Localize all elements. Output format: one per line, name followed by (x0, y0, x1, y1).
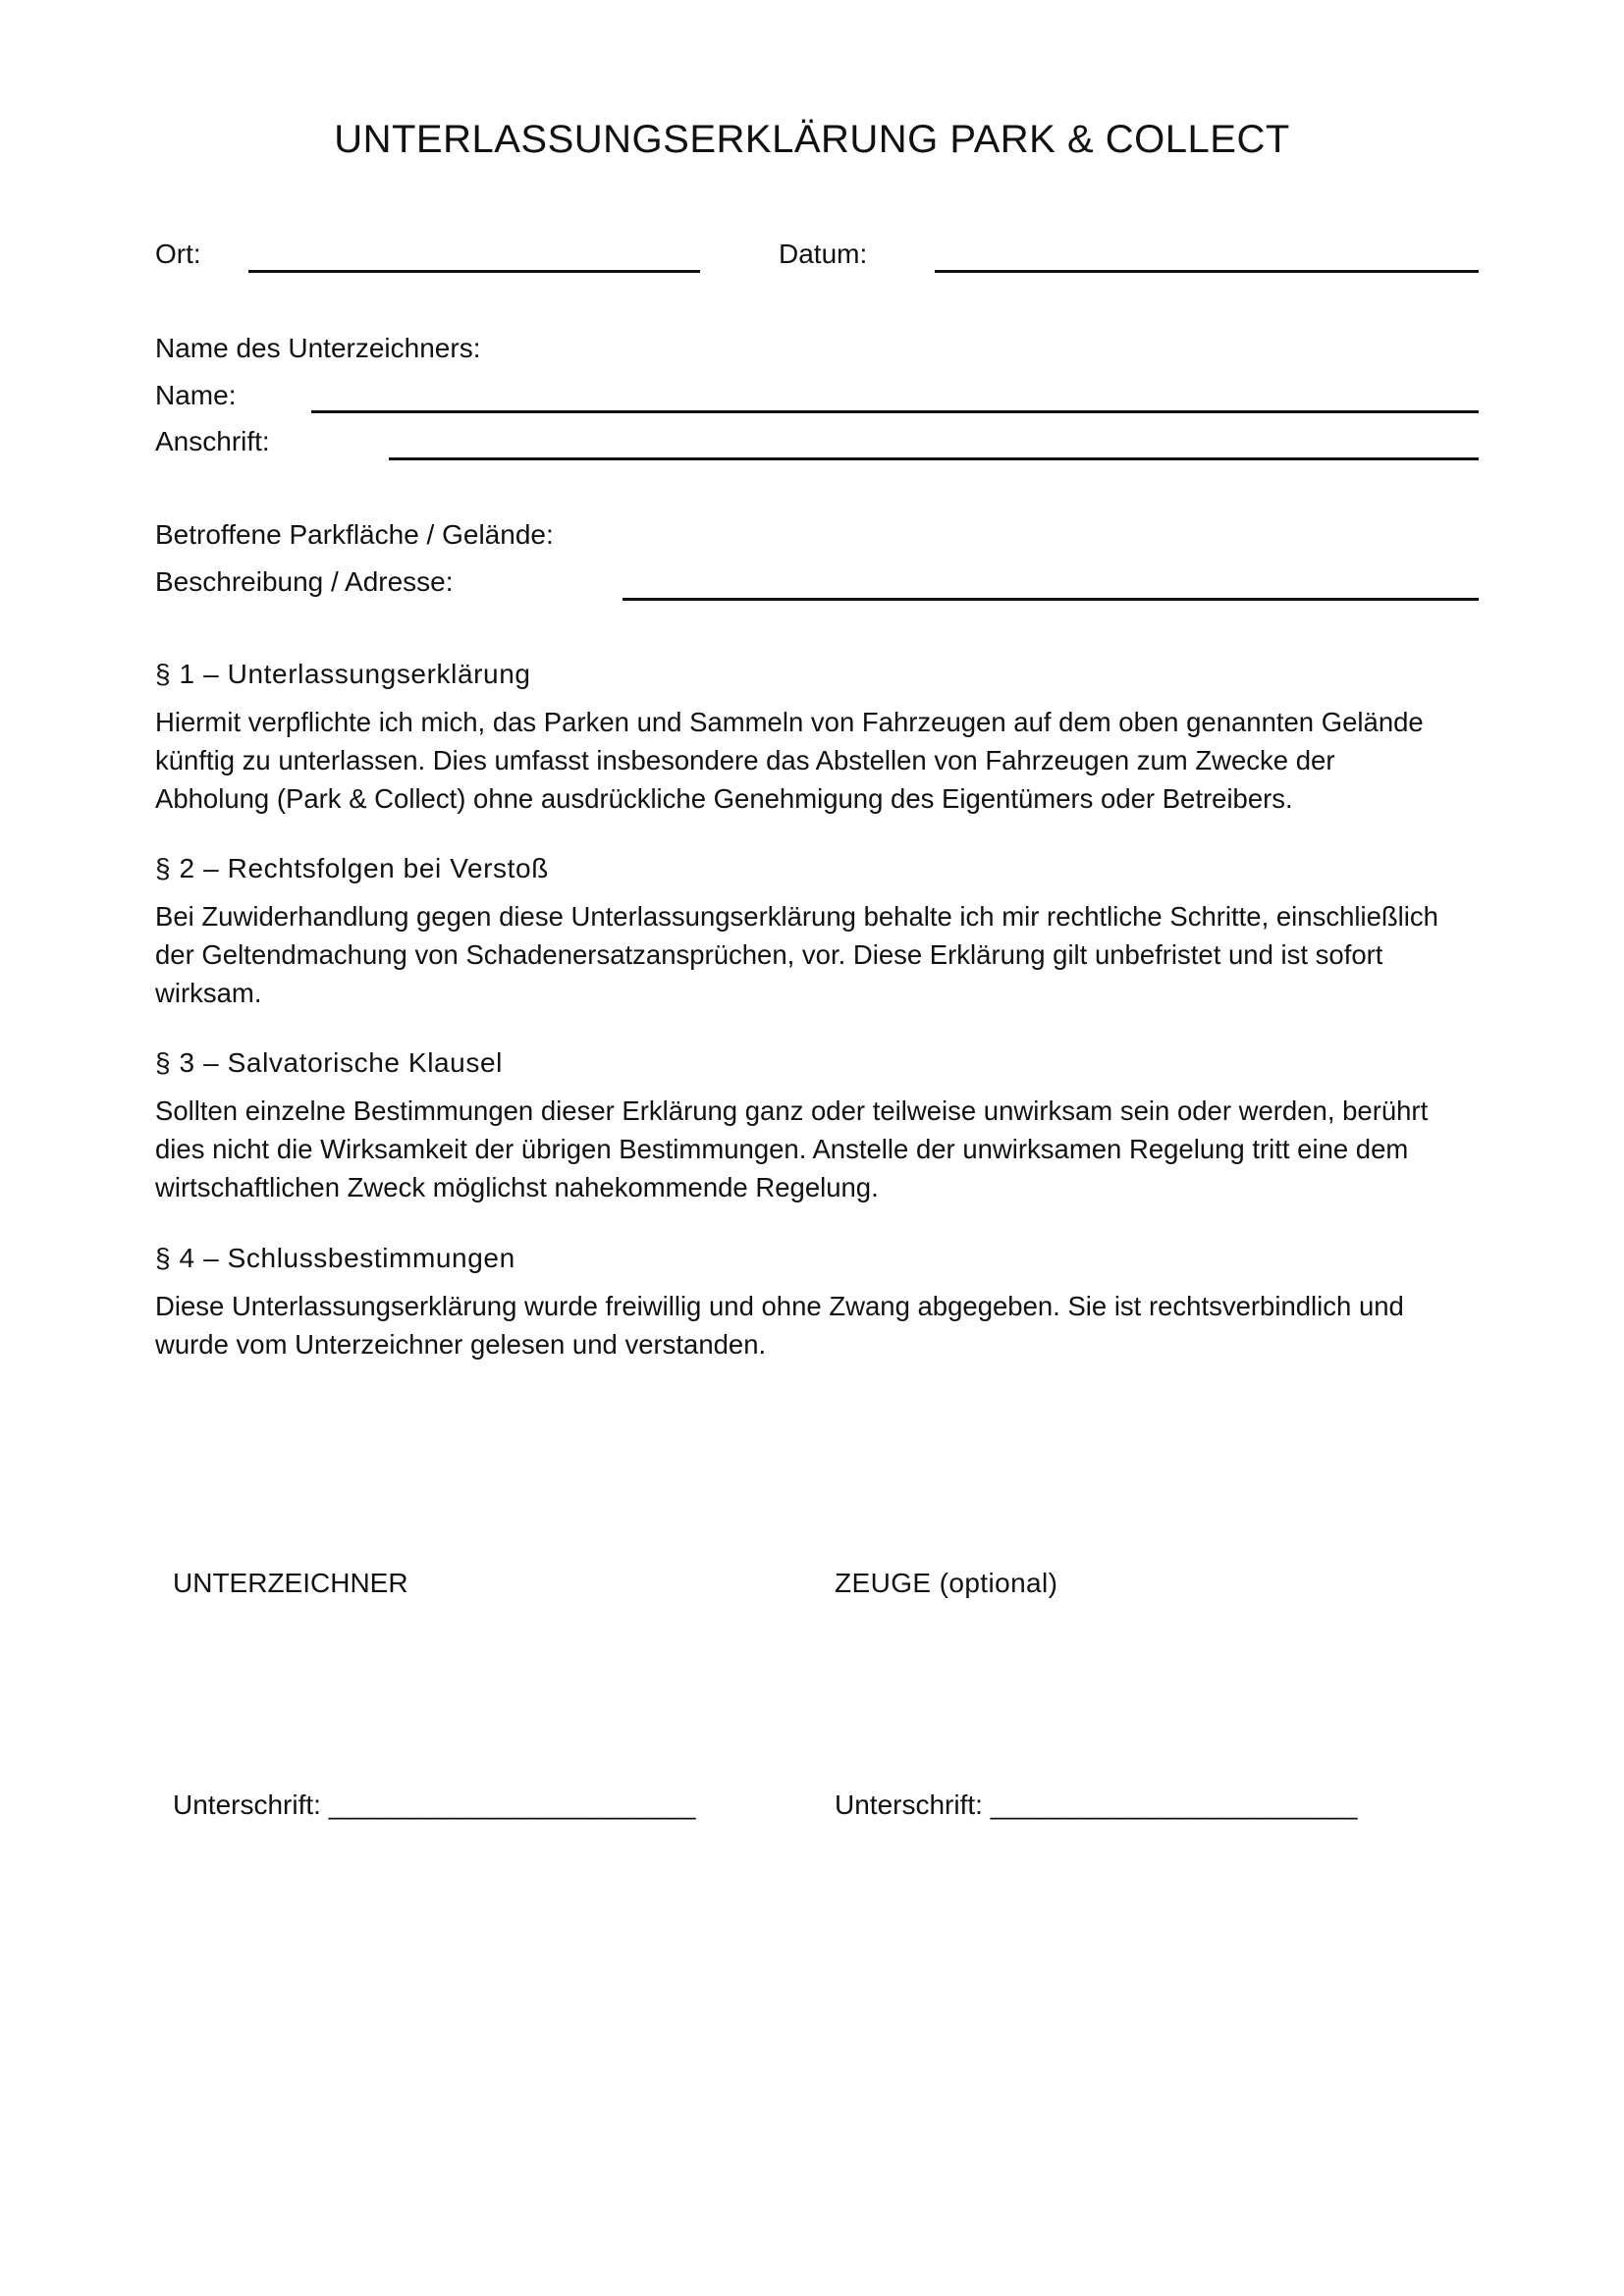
section-1-line: Hiermit verpflichte ich mich, das Parken und Sammeln von Fahrzeugen auf dem oben genannten Gelände (155, 707, 1424, 737)
beschreibung-field[interactable] (623, 598, 1479, 601)
witness-heading: ZEUGE (optional) (835, 1568, 1058, 1598)
section-2-line: wirksam. (155, 978, 262, 1008)
signer-section-label: Name des Unterzeichners: (155, 333, 481, 363)
section-1-text (155, 703, 1490, 818)
section-2-heading: § 2 – Rechtsfolgen bei Verstoß (155, 853, 549, 883)
name-label: Name: (155, 380, 237, 410)
section-4-line: Diese Unterlassungserklärung wurde freiwillig und ohne Zwang abgegeben. Sie ist rechtsverbindlich und (155, 1291, 1404, 1321)
section-2-line: Bei Zuwiderhandlung gegen diese Unterlassungserklärung behalte ich mir rechtliche Schritte, einschließlich (155, 901, 1438, 932)
section-1-line: künftig zu unterlassen. Dies umfasst insbesondere das Abstellen von Fahrzeugen zum Zwecke der (155, 745, 1335, 775)
name-field[interactable] (311, 410, 1479, 413)
anschrift-field[interactable] (389, 457, 1479, 460)
section-2-text (155, 897, 1490, 1012)
section-4-text (155, 1287, 1490, 1363)
anschrift-label: Anschrift: (155, 426, 270, 456)
section-1-line: Abholung (Park & Collect) ohne ausdrückliche Genehmigung des Eigentümers oder Betreibers. (155, 783, 1293, 814)
section-3-heading: § 3 – Salvatorische Klausel (155, 1047, 503, 1078)
section-2-line: der Geltendmachung von Schadenersatzansprüchen, vor. Diese Erklärung gilt unbefristet und ist sofort (155, 939, 1383, 970)
section-3-line: Sollten einzelne Bestimmungen dieser Erklärung ganz oder teilweise unwirksam sein oder werden, berührt (155, 1095, 1429, 1126)
ort-label: Ort: (155, 239, 201, 269)
witness-signature-field[interactable]: Unterschrift: ________________________ (835, 1789, 1358, 1820)
datum-label: Datum: (779, 239, 868, 269)
section-3-line: wirtschaftlichen Zweck möglichst nahekommende Regelung. (155, 1172, 879, 1202)
document-title: UNTERLASSUNGSERKLÄRUNG PARK & COLLECT (334, 118, 1290, 161)
section-1-heading: § 1 – Unterlassungserklärung (155, 659, 531, 689)
ort-field[interactable] (248, 270, 700, 273)
area-section-label: Betroffene Parkfläche / Gelände: (155, 519, 554, 550)
section-3-text (155, 1092, 1490, 1206)
section-3-line: dies nicht die Wirksamkeit der übrigen Bestimmungen. Anstelle der unwirksamen Regelung tritt eine dem (155, 1134, 1409, 1164)
section-4-line: wurde vom Unterzeichner gelesen und verstanden. (155, 1329, 767, 1360)
beschreibung-label: Beschreibung / Adresse: (155, 566, 454, 597)
signer-heading: UNTERZEICHNER (173, 1568, 408, 1598)
section-4-heading: § 4 – Schlussbestimmungen (155, 1243, 515, 1273)
signer-signature-field[interactable]: Unterschrift: ________________________ (173, 1789, 696, 1820)
datum-field[interactable] (935, 270, 1479, 273)
